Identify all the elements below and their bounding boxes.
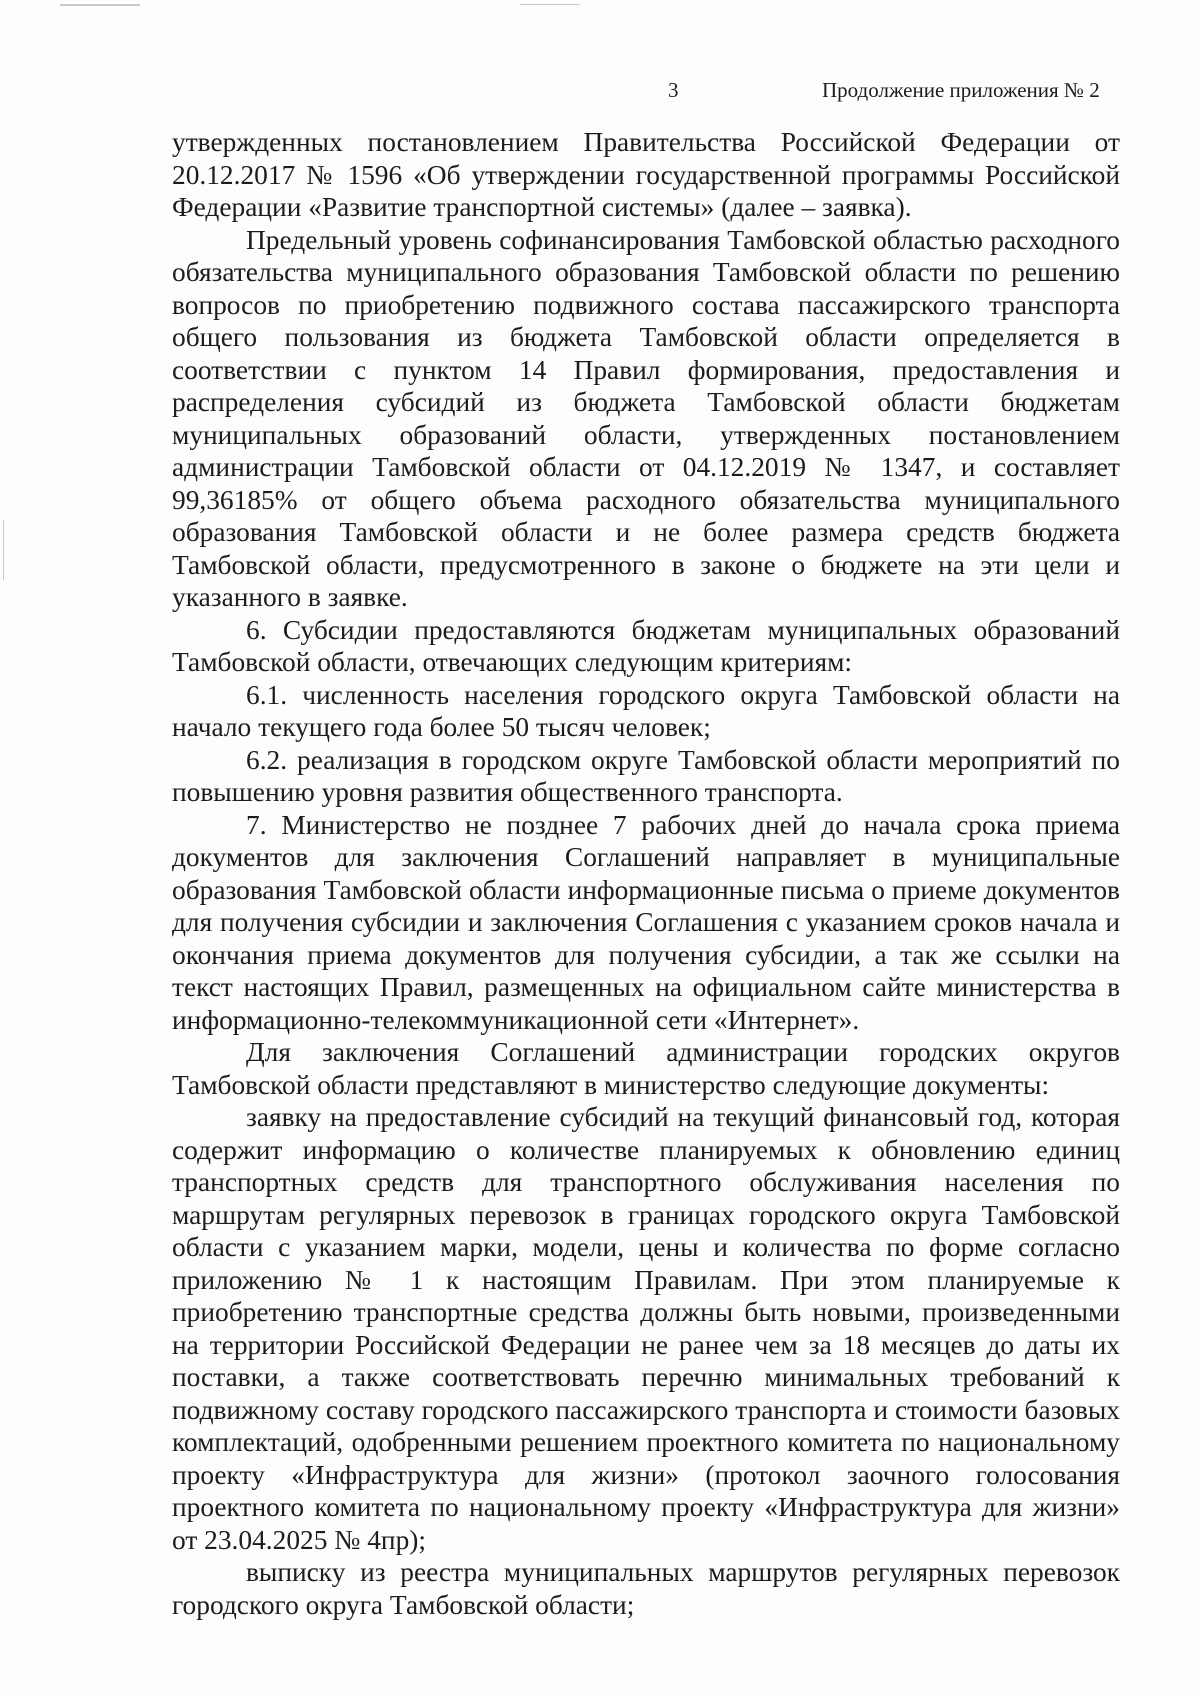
- paragraph-cofinancing: Предельный уровень софинансирования Тамбовской областью расходного обязательства муниципального образования Тамбовской области по решению вопросов по приобретению подвижного состава пассажирского транспорта общего пользования из бюджета Тамбовской области определяется в соответствии с пунктом 14 Правил формирования, предоставления и распределения субсидий из бюджета Тамбовской области бюджетам муниципальных образований области, утвержденных постановлением администрации Тамбовской области от 04.12.2019 № 1347, и составляет 99,36185% от общего объема расходного обязательства муниципального образования Тамбовской области и не более размера средств бюджета Тамбовской области, предусмотренного в законе о бюджете на эти цели и указанного в заявке.: [172, 224, 1120, 612]
- paragraph-item-6: 6. Субсидии предоставляются бюджетам муниципальных образований Тамбовской области, отвечающих следующим критериям:: [172, 614, 1120, 677]
- scan-edge-mark: [3, 520, 4, 580]
- running-header: Продолжение приложения № 2: [822, 78, 1100, 102]
- paragraph-item-7: 7. Министерство не позднее 7 рабочих дней до начала срока приема документов для заключения Соглашений направляет в муниципальные образования Тамбовской области информационные письма о приеме документов для получения субсидии и заключения Соглашения с указанием сроков начала и окончания приема документов для получения субсидии, а так же ссылки на текст настоящих Правил, размещенных на официальном сайте министерства в информационно-телекоммуникационной сети «Интернет».: [172, 809, 1120, 1035]
- paragraph-continuation: утвержденных постановлением Правительства Российской Федерации от 20.12.2017 № 1596 «Об утверждении государственной программы Российской Федерации «Развитие транспортной системы» (далее – заявка).: [172, 127, 1120, 222]
- paragraph-registry-extract: выписку из реестра муниципальных маршрутов регулярных перевозок городского округа Тамбовской области;: [172, 1557, 1120, 1620]
- paragraph-item-6-1: 6.1. численность населения городского округа Тамбовской области на начало текущего года более 50 тысяч человек;: [172, 679, 1120, 742]
- document-body: [172, 126, 1120, 1621]
- paragraph-item-6-2: 6.2. реализация в городском округе Тамбовской области мероприятий по повышению уровня развития общественного транспорта.: [172, 744, 1120, 807]
- paragraph-application: заявку на предоставление субсидий на текущий финансовый год, которая содержит информацию о количестве планируемых к обновлению единиц транспортных средств для транспортного обслуживания населения по маршрутам регулярных перевозок в границах городского округа Тамбовской области с указанием марки, модели, цены и количества по форме согласно приложению № 1 к настоящим Правилам. При этом планируемые к приобретению транспортные средства должны быть новыми, произведенными на территории Российской Федерации не ранее чем за 18 месяцев до даты их поставки, а также соответствовать перечню минимальных требований к подвижному составу городского пассажирского транспорта и стоимости базовых комплектаций, одобренными решением проектного комитета по национальному проекту «Инфраструктура для жизни» (протокол заочного голосования проектного комитета по национальному проекту «Инфраструктура для жизни» от 23.04.2025 № 4пр);: [172, 1102, 1120, 1555]
- paragraph-documents-intro: Для заключения Соглашений администрации городских округов Тамбовской области представляют в министерство следующие документы:: [172, 1037, 1120, 1100]
- page-number: 3: [668, 78, 679, 102]
- scan-edge-mark: [60, 4, 140, 6]
- scan-edge-mark: [520, 4, 580, 5]
